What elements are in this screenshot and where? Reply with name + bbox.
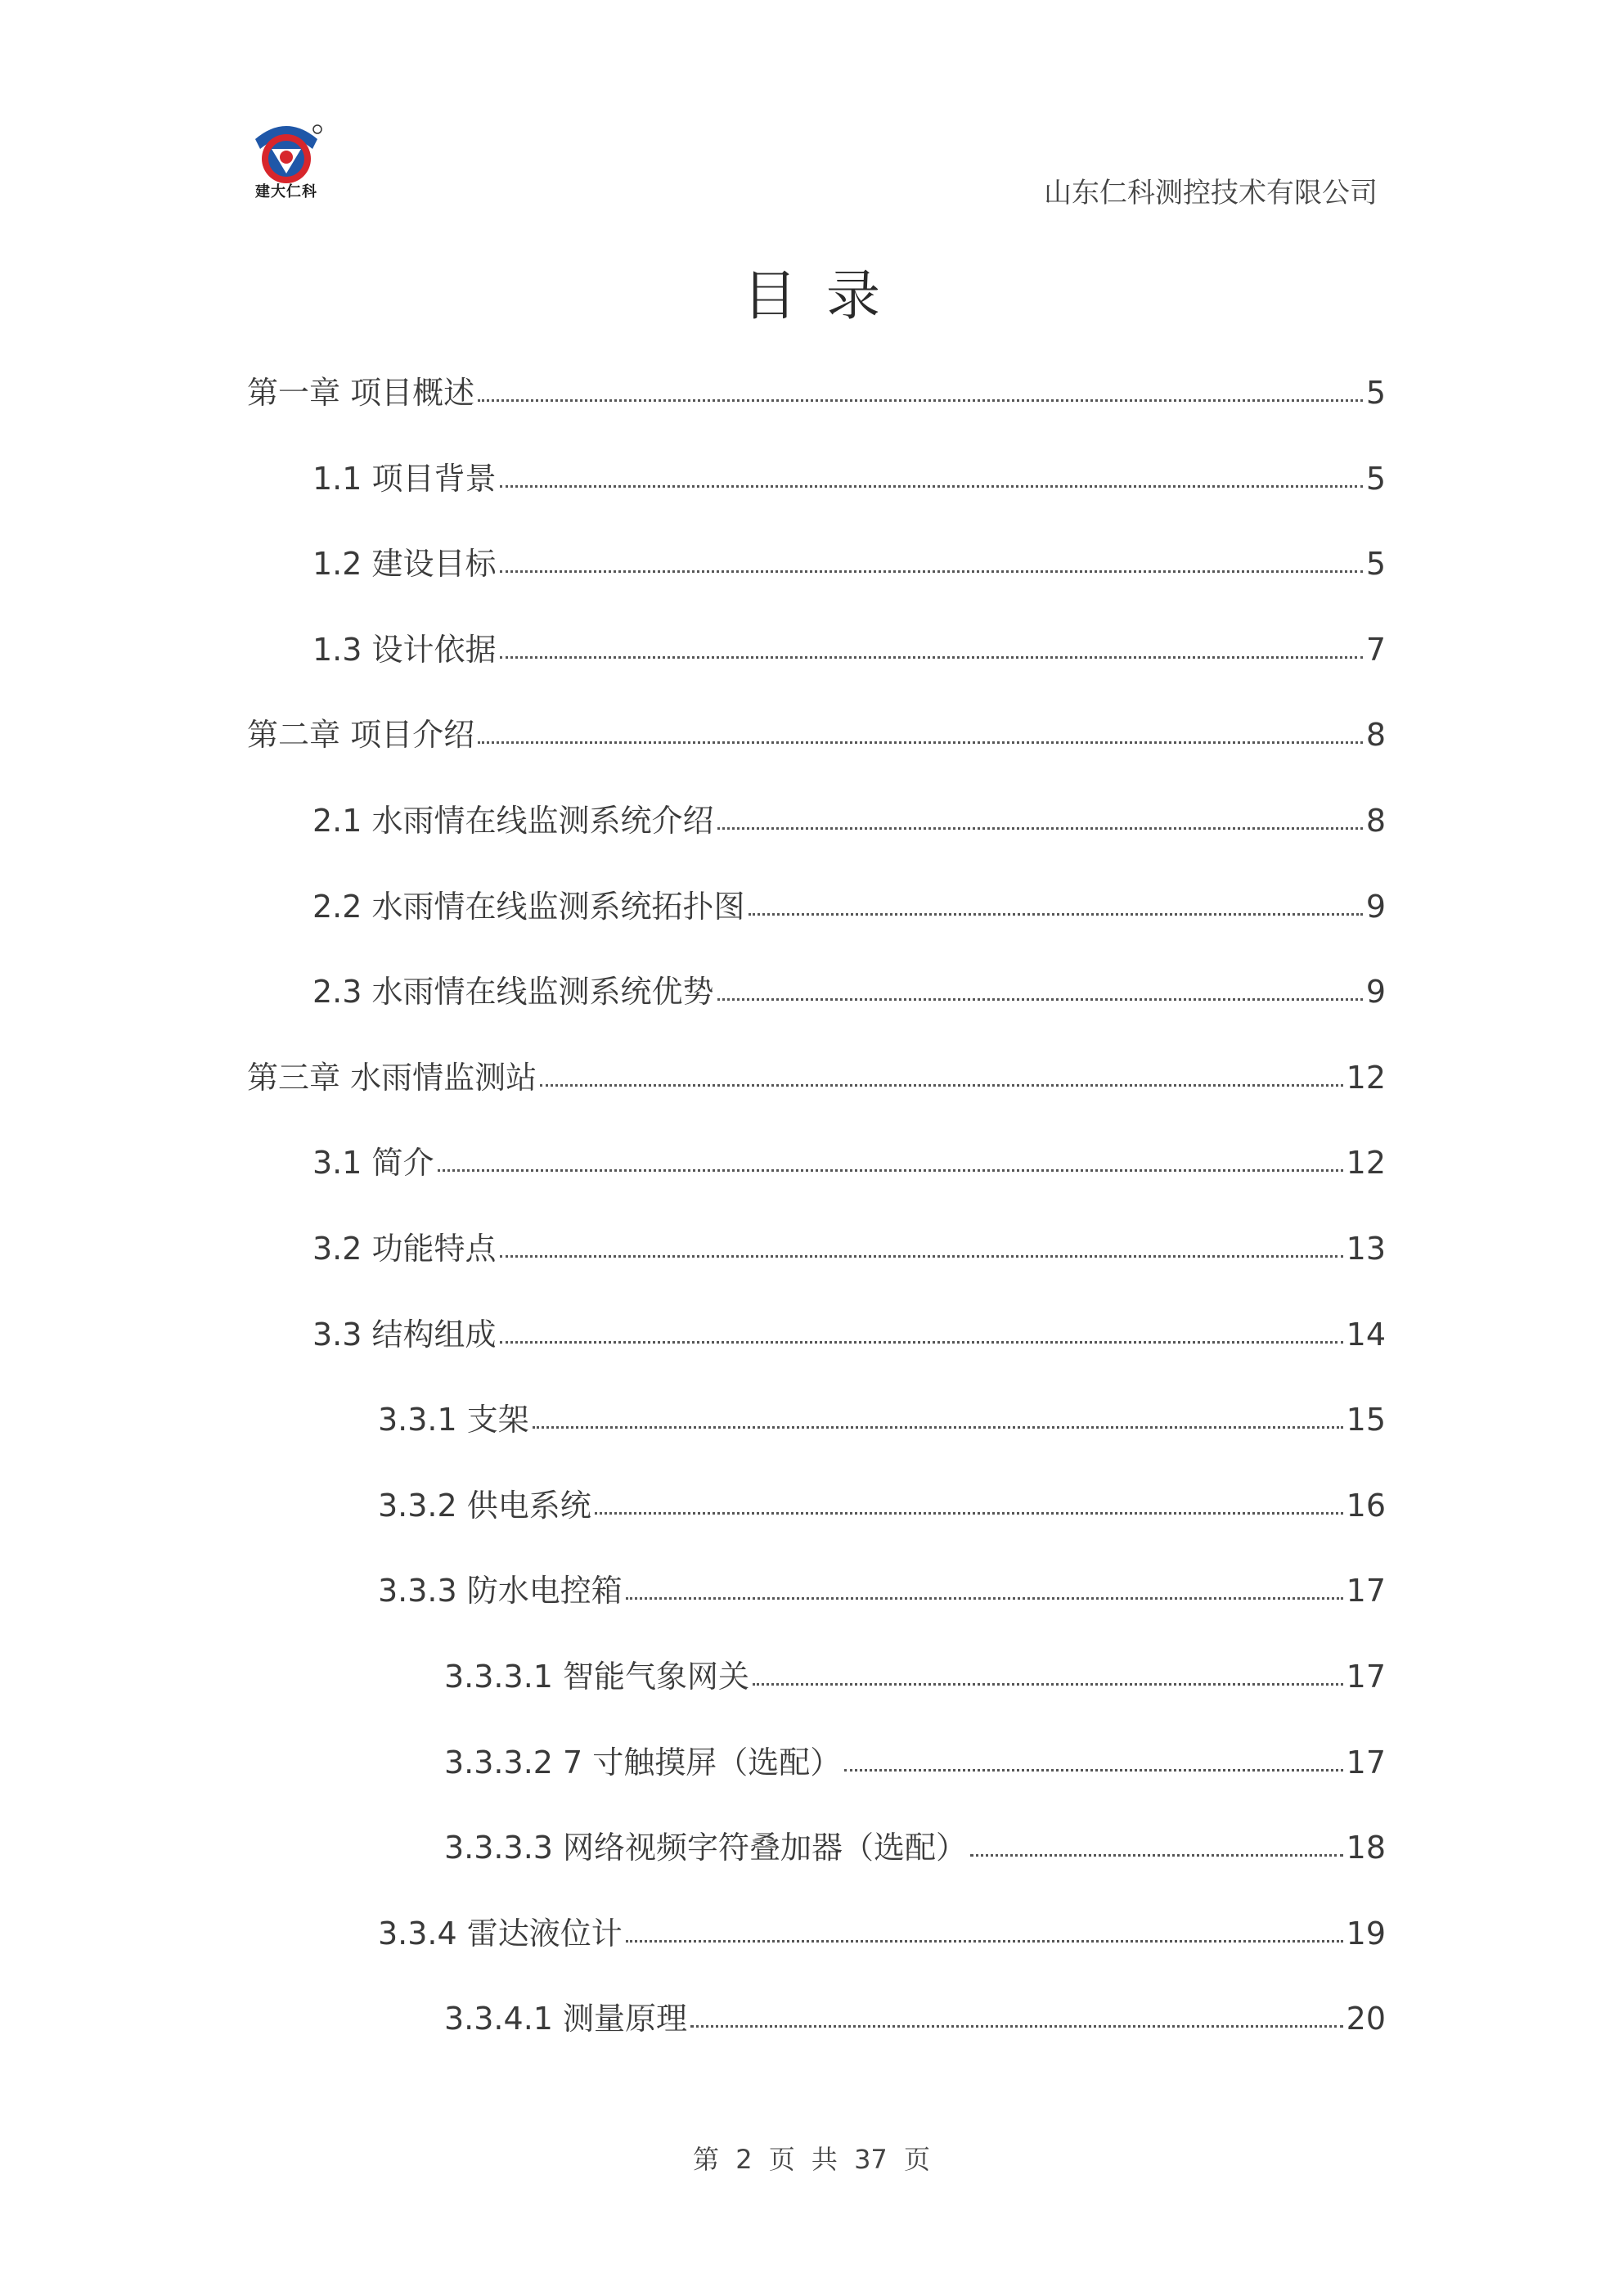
toc-entry-page: 9	[1365, 974, 1386, 1010]
toc-entry-label: 2.3 水雨情在线监测系统优势	[312, 974, 714, 1010]
toc-entry[interactable]	[378, 1913, 1386, 1954]
toc-entry-label: 3.3.4.1 测量原理	[444, 2001, 688, 2037]
toc-dot-leader	[749, 913, 1363, 916]
toc-entry-page: 12	[1346, 1060, 1386, 1096]
logo-text: 建大仁科	[255, 183, 317, 200]
toc-entry[interactable]	[378, 1485, 1386, 1526]
toc-entry-page: 15	[1346, 1402, 1386, 1438]
toc-entry[interactable]	[247, 372, 1386, 413]
toc-entry[interactable]	[312, 543, 1386, 584]
toc-dot-leader	[478, 741, 1363, 744]
toc-entry[interactable]	[378, 1570, 1386, 1611]
toc-entry-page: 7	[1365, 632, 1386, 668]
toc-entry-page: 19	[1346, 1916, 1386, 1952]
toc-entry-label: 3.3 结构组成	[312, 1317, 497, 1353]
toc-entry[interactable]	[378, 1399, 1386, 1440]
toc-dot-leader	[595, 1512, 1343, 1515]
toc-entry[interactable]	[312, 1228, 1386, 1269]
toc-dot-leader	[844, 1769, 1342, 1772]
toc-entry-page: 5	[1365, 461, 1386, 497]
company-name: 山东仁科测控技术有限公司	[1044, 177, 1378, 209]
page-footer: 第 2 页 共 37 页	[693, 2144, 930, 2175]
toc-entry-label: 3.3.4 雷达液位计	[378, 1916, 623, 1952]
toc-entry-label: 2.2 水雨情在线监测系统拓扑图	[312, 889, 745, 925]
toc-dot-leader	[533, 1426, 1343, 1429]
toc-entry-page: 20	[1346, 2001, 1386, 2037]
toc-entry-page: 5	[1365, 546, 1386, 582]
toc-entry-label: 1.1 项目背景	[312, 461, 497, 497]
toc-entry[interactable]	[312, 886, 1386, 927]
toc-entry-label: 第二章 项目介绍	[247, 717, 475, 753]
toc-entry-label: 3.1 简介	[312, 1145, 434, 1181]
toc-entry-page: 12	[1346, 1145, 1386, 1181]
toc-entry-label: 第三章 水雨情监测站	[247, 1060, 537, 1096]
toc-entry-page: 17	[1346, 1573, 1386, 1609]
toc-entry-label: 1.3 设计依据	[312, 632, 497, 668]
toc-entry-page: 8	[1365, 803, 1386, 839]
toc-entry-page: 17	[1346, 1659, 1386, 1695]
toc-entry[interactable]	[312, 971, 1386, 1012]
toc-entry[interactable]	[312, 800, 1386, 841]
toc-entry[interactable]	[312, 1314, 1386, 1355]
toc-entry-label: 3.3.3 防水电控箱	[378, 1573, 623, 1609]
toc-entry[interactable]	[444, 1742, 1386, 1783]
toc-entry-label: 3.3.2 供电系统	[378, 1488, 591, 1524]
toc-entry-label: 3.2 功能特点	[312, 1231, 497, 1267]
toc-entry-label: 1.2 建设目标	[312, 546, 497, 582]
toc-entry[interactable]	[312, 1142, 1386, 1183]
toc-dot-leader	[717, 998, 1363, 1001]
toc-dot-leader	[500, 485, 1363, 488]
toc-entry-label: 3.3.3.1 智能气象网关	[444, 1659, 750, 1695]
toc-dot-leader	[626, 1940, 1343, 1943]
toc-entry[interactable]	[247, 1057, 1386, 1098]
toc-entry[interactable]	[312, 458, 1386, 499]
toc-dot-leader	[500, 1255, 1343, 1258]
toc-dot-leader	[753, 1683, 1343, 1686]
toc-entry[interactable]	[444, 1656, 1386, 1697]
page-title: 目录	[743, 264, 910, 327]
toc-dot-leader	[500, 656, 1363, 659]
toc-dot-leader	[500, 570, 1363, 573]
toc-entry-label: 3.3.3.3 网络视频字符叠加器（选配）	[444, 1830, 968, 1866]
toc-dot-leader	[438, 1169, 1343, 1172]
toc-entry[interactable]	[312, 629, 1386, 670]
toc-dot-leader	[540, 1084, 1343, 1087]
toc-entry-page: 14	[1346, 1317, 1386, 1353]
toc-entry-page: 16	[1346, 1488, 1386, 1524]
toc-dot-leader	[690, 2025, 1343, 2028]
toc-entry-page: 9	[1365, 889, 1386, 925]
toc-entry-page: 18	[1346, 1830, 1386, 1866]
toc-dot-leader	[970, 1854, 1343, 1857]
toc-entry[interactable]	[444, 1998, 1386, 2039]
toc-entry[interactable]	[247, 714, 1386, 755]
toc-dot-leader	[626, 1597, 1343, 1600]
toc-entry-page: 13	[1346, 1231, 1386, 1267]
toc-entry-label: 3.3.3.2 7 寸触摸屏（选配）	[444, 1745, 842, 1781]
toc-dot-leader	[717, 827, 1363, 830]
toc-entry[interactable]	[444, 1827, 1386, 1868]
toc-entry-page: 8	[1365, 717, 1386, 753]
toc-dot-leader	[500, 1341, 1343, 1344]
toc-entry-label: 3.3.1 支架	[378, 1402, 529, 1438]
toc-entry-page: 17	[1346, 1745, 1386, 1781]
toc-entry-label: 2.1 水雨情在线监测系统介绍	[312, 803, 714, 839]
toc-dot-leader	[478, 399, 1363, 402]
toc-entry-label: 第一章 项目概述	[247, 375, 475, 411]
toc-entry-page: 5	[1365, 375, 1386, 411]
